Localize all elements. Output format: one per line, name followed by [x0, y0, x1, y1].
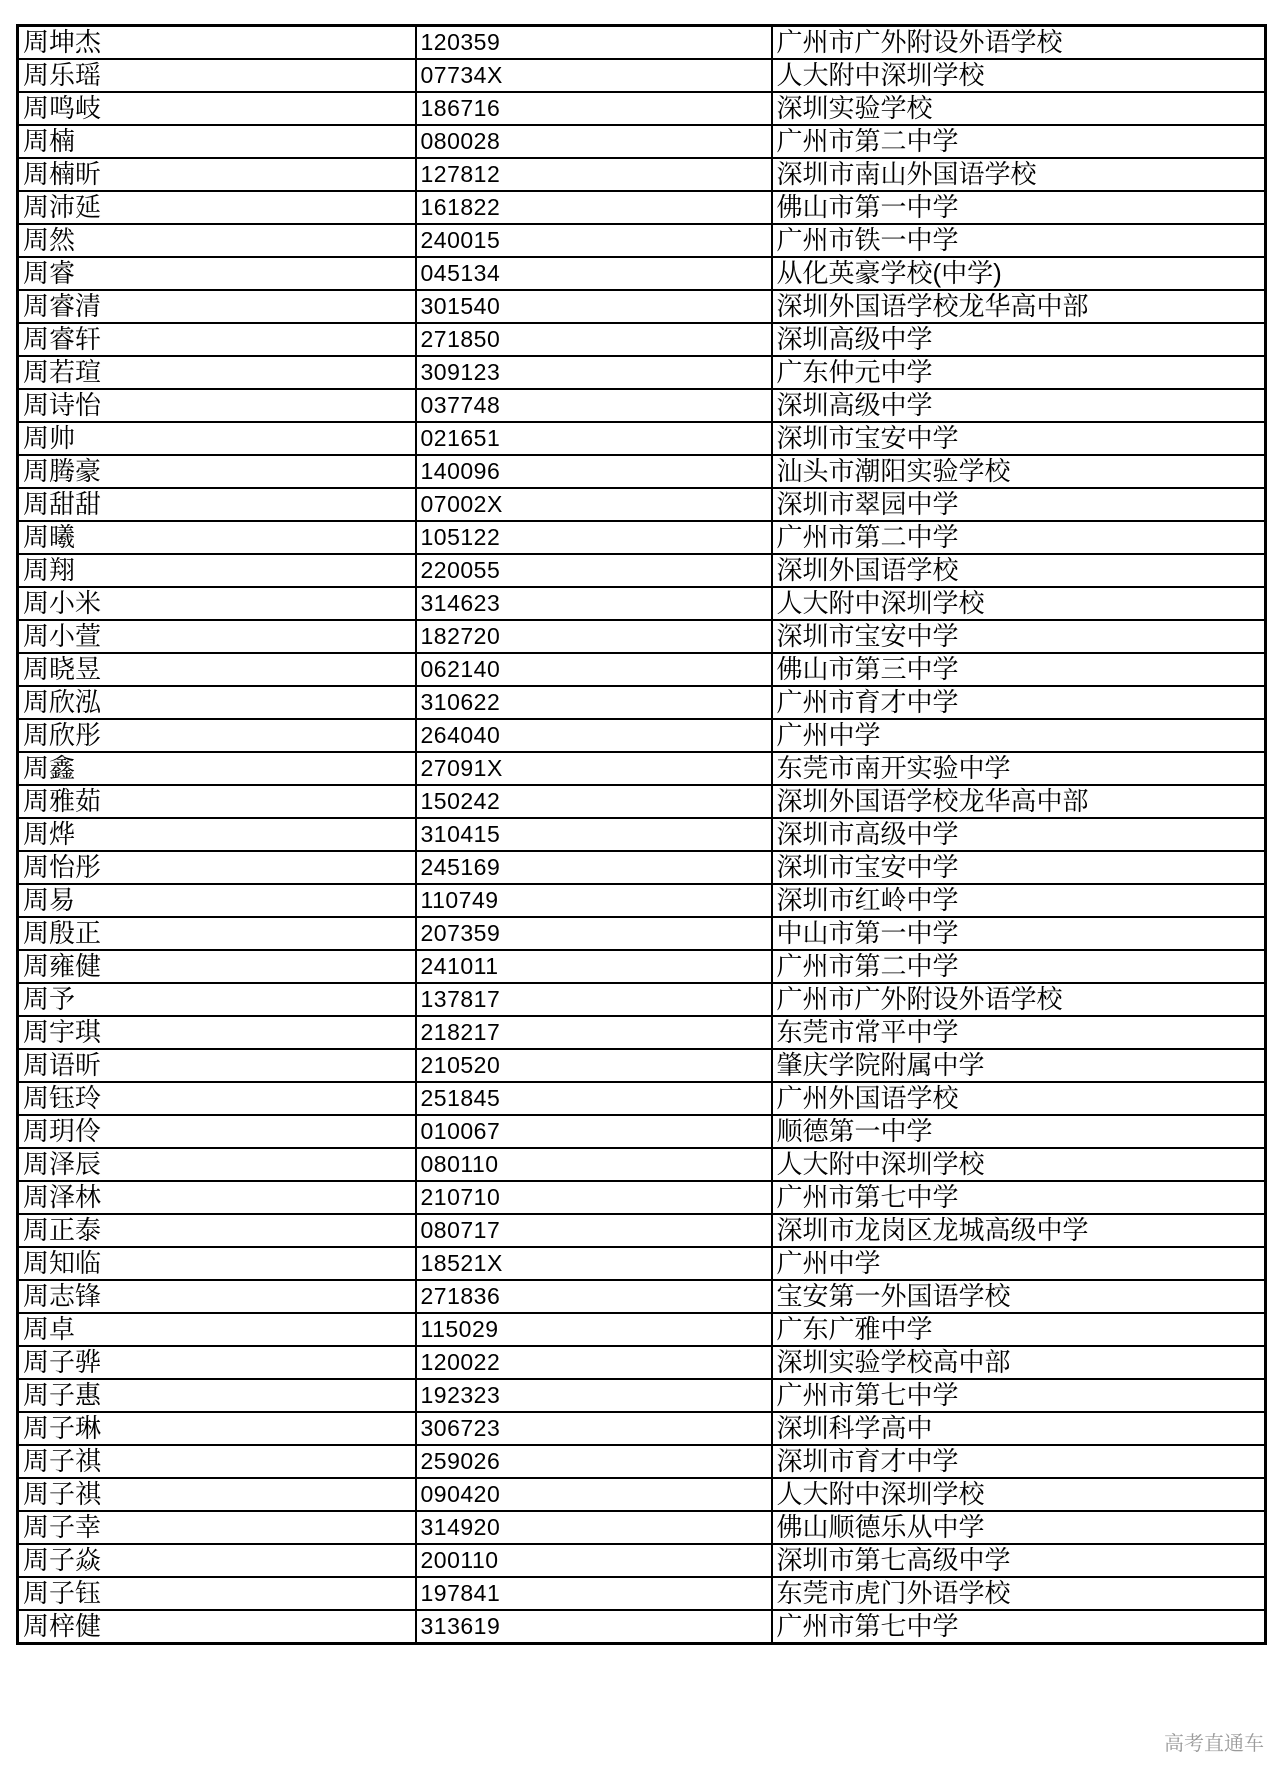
- student-name: 周泽辰: [18, 1148, 416, 1181]
- student-id: 200110: [416, 1544, 772, 1577]
- student-id: 210520: [416, 1049, 772, 1082]
- school-name: 人大附中深圳学校: [772, 1478, 1266, 1511]
- student-name: 周然: [18, 224, 416, 257]
- student-id: 186716: [416, 92, 772, 125]
- table-row: [18, 488, 1266, 521]
- student-id: 120359: [416, 26, 772, 60]
- student-name: 周志锋: [18, 1280, 416, 1313]
- student-id: 197841: [416, 1577, 772, 1610]
- roster-table: [16, 24, 1267, 1645]
- school-name: 广州市铁一中学: [772, 224, 1266, 257]
- student-name: 周钰玲: [18, 1082, 416, 1115]
- school-name: 广州市广外附设外语学校: [772, 26, 1266, 60]
- table-row: [18, 92, 1266, 125]
- student-name: 周宇琪: [18, 1016, 416, 1049]
- table-row: [18, 125, 1266, 158]
- student-id: 090420: [416, 1478, 772, 1511]
- student-id: 313619: [416, 1610, 772, 1644]
- student-id: 245169: [416, 851, 772, 884]
- student-name: 周乐瑶: [18, 59, 416, 92]
- student-name: 周殷正: [18, 917, 416, 950]
- table-row: [18, 752, 1266, 785]
- student-id: 271850: [416, 323, 772, 356]
- table-row: [18, 554, 1266, 587]
- table-row: [18, 257, 1266, 290]
- student-name: 周雍健: [18, 950, 416, 983]
- student-name: 周坤杰: [18, 26, 416, 60]
- table-row: [18, 686, 1266, 719]
- student-name: 周曦: [18, 521, 416, 554]
- student-name: 周楠昕: [18, 158, 416, 191]
- school-name: 广州市第二中学: [772, 521, 1266, 554]
- student-name: 周语昕: [18, 1049, 416, 1082]
- table-row: [18, 884, 1266, 917]
- student-name: 周泽林: [18, 1181, 416, 1214]
- school-name: 人大附中深圳学校: [772, 587, 1266, 620]
- student-id: 27091X: [416, 752, 772, 785]
- table-row: [18, 1016, 1266, 1049]
- school-name: 深圳市南山外国语学校: [772, 158, 1266, 191]
- school-name: 中山市第一中学: [772, 917, 1266, 950]
- table-row: [18, 389, 1266, 422]
- student-name: 周诗怡: [18, 389, 416, 422]
- school-name: 人大附中深圳学校: [772, 59, 1266, 92]
- student-name: 周玥伶: [18, 1115, 416, 1148]
- student-name: 周予: [18, 983, 416, 1016]
- school-name: 广州市第二中学: [772, 950, 1266, 983]
- school-name: 广州中学: [772, 1247, 1266, 1280]
- school-name: 广州市第七中学: [772, 1379, 1266, 1412]
- table-row: [18, 785, 1266, 818]
- student-name: 周子钰: [18, 1577, 416, 1610]
- student-id: 037748: [416, 389, 772, 422]
- school-name: 深圳市翠园中学: [772, 488, 1266, 521]
- table-row: [18, 455, 1266, 488]
- student-name: 周腾豪: [18, 455, 416, 488]
- school-name: 东莞市南开实验中学: [772, 752, 1266, 785]
- school-name: 深圳市宝安中学: [772, 620, 1266, 653]
- school-name: 宝安第一外国语学校: [772, 1280, 1266, 1313]
- school-name: 深圳市宝安中学: [772, 851, 1266, 884]
- table-row: [18, 719, 1266, 752]
- student-name: 周子祺: [18, 1445, 416, 1478]
- student-id: 07002X: [416, 488, 772, 521]
- school-name: 深圳市龙岗区龙城高级中学: [772, 1214, 1266, 1247]
- school-name: 深圳外国语学校: [772, 554, 1266, 587]
- student-id: 207359: [416, 917, 772, 950]
- school-name: 深圳高级中学: [772, 389, 1266, 422]
- school-name: 广东广雅中学: [772, 1313, 1266, 1346]
- student-name: 周子骅: [18, 1346, 416, 1379]
- student-id: 259026: [416, 1445, 772, 1478]
- school-name: 深圳实验学校高中部: [772, 1346, 1266, 1379]
- student-id: 306723: [416, 1412, 772, 1445]
- student-name: 周睿: [18, 257, 416, 290]
- student-id: 314920: [416, 1511, 772, 1544]
- table-row: [18, 356, 1266, 389]
- student-id: 045134: [416, 257, 772, 290]
- table-row: [18, 1445, 1266, 1478]
- school-name: 从化英豪学校(中学): [772, 257, 1266, 290]
- school-name: 广州市第二中学: [772, 125, 1266, 158]
- student-id: 309123: [416, 356, 772, 389]
- student-id: 161822: [416, 191, 772, 224]
- student-id: 210710: [416, 1181, 772, 1214]
- student-name: 周烨: [18, 818, 416, 851]
- roster-body: [18, 26, 1266, 1644]
- table-row: [18, 1544, 1266, 1577]
- table-row: [18, 587, 1266, 620]
- student-name: 周若瑄: [18, 356, 416, 389]
- student-name: 周欣彤: [18, 719, 416, 752]
- student-id: 314623: [416, 587, 772, 620]
- school-name: 肇庆学院附属中学: [772, 1049, 1266, 1082]
- table-row: [18, 1412, 1266, 1445]
- student-id: 062140: [416, 653, 772, 686]
- school-name: 东莞市常平中学: [772, 1016, 1266, 1049]
- table-row: [18, 59, 1266, 92]
- student-name: 周怡彤: [18, 851, 416, 884]
- table-row: [18, 917, 1266, 950]
- student-name: 周子焱: [18, 1544, 416, 1577]
- student-id: 192323: [416, 1379, 772, 1412]
- student-id: 080028: [416, 125, 772, 158]
- student-id: 120022: [416, 1346, 772, 1379]
- student-name: 周梓健: [18, 1610, 416, 1644]
- student-name: 周欣泓: [18, 686, 416, 719]
- school-name: 广州市第七中学: [772, 1181, 1266, 1214]
- student-id: 182720: [416, 620, 772, 653]
- school-name: 深圳市第七高级中学: [772, 1544, 1266, 1577]
- table-row: [18, 1511, 1266, 1544]
- student-id: 010067: [416, 1115, 772, 1148]
- table-row: [18, 1049, 1266, 1082]
- student-id: 310622: [416, 686, 772, 719]
- student-name: 周易: [18, 884, 416, 917]
- student-id: 150242: [416, 785, 772, 818]
- student-id: 310415: [416, 818, 772, 851]
- student-id: 110749: [416, 884, 772, 917]
- table-row: [18, 1280, 1266, 1313]
- school-name: 深圳市高级中学: [772, 818, 1266, 851]
- student-name: 周睿轩: [18, 323, 416, 356]
- table-row: [18, 290, 1266, 323]
- school-name: 深圳外国语学校龙华高中部: [772, 785, 1266, 818]
- student-id: 080110: [416, 1148, 772, 1181]
- student-name: 周子幸: [18, 1511, 416, 1544]
- student-id: 218217: [416, 1016, 772, 1049]
- school-name: 深圳市红岭中学: [772, 884, 1266, 917]
- school-name: 佛山市第一中学: [772, 191, 1266, 224]
- school-name: 深圳市宝安中学: [772, 422, 1266, 455]
- table-row: [18, 521, 1266, 554]
- school-name: 深圳外国语学校龙华高中部: [772, 290, 1266, 323]
- school-name: 汕头市潮阳实验学校: [772, 455, 1266, 488]
- student-id: 18521X: [416, 1247, 772, 1280]
- school-name: 深圳科学高中: [772, 1412, 1266, 1445]
- table-row: [18, 26, 1266, 60]
- school-name: 广州市第七中学: [772, 1610, 1266, 1644]
- school-name: 广州市广外附设外语学校: [772, 983, 1266, 1016]
- student-name: 周卓: [18, 1313, 416, 1346]
- table-row: [18, 1610, 1266, 1644]
- student-id: 301540: [416, 290, 772, 323]
- student-name: 周鑫: [18, 752, 416, 785]
- school-name: 深圳高级中学: [772, 323, 1266, 356]
- student-name: 周子祺: [18, 1478, 416, 1511]
- student-name: 周睿清: [18, 290, 416, 323]
- table-row: [18, 1577, 1266, 1610]
- student-id: 140096: [416, 455, 772, 488]
- table-row: [18, 158, 1266, 191]
- student-name: 周子惠: [18, 1379, 416, 1412]
- table-row: [18, 1082, 1266, 1115]
- student-name: 周翔: [18, 554, 416, 587]
- student-id: 105122: [416, 521, 772, 554]
- table-row: [18, 983, 1266, 1016]
- student-id: 264040: [416, 719, 772, 752]
- student-name: 周晓昱: [18, 653, 416, 686]
- student-id: 251845: [416, 1082, 772, 1115]
- table-row: [18, 1247, 1266, 1280]
- school-name: 广东仲元中学: [772, 356, 1266, 389]
- table-row: [18, 1148, 1266, 1181]
- student-name: 周子琳: [18, 1412, 416, 1445]
- student-name: 周鸣岐: [18, 92, 416, 125]
- student-id: 127812: [416, 158, 772, 191]
- table-row: [18, 620, 1266, 653]
- student-id: 115029: [416, 1313, 772, 1346]
- table-row: [18, 1346, 1266, 1379]
- school-name: 深圳实验学校: [772, 92, 1266, 125]
- student-id: 080717: [416, 1214, 772, 1247]
- student-id: 137817: [416, 983, 772, 1016]
- table-row: [18, 950, 1266, 983]
- school-name: 广州市育才中学: [772, 686, 1266, 719]
- table-row: [18, 224, 1266, 257]
- student-id: 07734X: [416, 59, 772, 92]
- student-name: 周正泰: [18, 1214, 416, 1247]
- student-name: 周楠: [18, 125, 416, 158]
- table-row: [18, 1181, 1266, 1214]
- table-row: [18, 1379, 1266, 1412]
- school-name: 广州外国语学校: [772, 1082, 1266, 1115]
- table-row: [18, 1313, 1266, 1346]
- school-name: 佛山顺德乐从中学: [772, 1511, 1266, 1544]
- school-name: 东莞市虎门外语学校: [772, 1577, 1266, 1610]
- school-name: 顺德第一中学: [772, 1115, 1266, 1148]
- student-id: 220055: [416, 554, 772, 587]
- table-row: [18, 323, 1266, 356]
- student-name: 周沛延: [18, 191, 416, 224]
- student-name: 周雅茹: [18, 785, 416, 818]
- student-id: 021651: [416, 422, 772, 455]
- student-id: 241011: [416, 950, 772, 983]
- school-name: 人大附中深圳学校: [772, 1148, 1266, 1181]
- school-name: 广州中学: [772, 719, 1266, 752]
- table-row: [18, 191, 1266, 224]
- table-row: [18, 653, 1266, 686]
- table-row: [18, 1115, 1266, 1148]
- table-row: [18, 1214, 1266, 1247]
- table-row: [18, 1478, 1266, 1511]
- table-row: [18, 851, 1266, 884]
- table-row: [18, 818, 1266, 851]
- school-name: 佛山市第三中学: [772, 653, 1266, 686]
- student-name: 周小萱: [18, 620, 416, 653]
- school-name: 深圳市育才中学: [772, 1445, 1266, 1478]
- student-name: 周帅: [18, 422, 416, 455]
- table-row: [18, 422, 1266, 455]
- watermark-text: 高考直通车: [1164, 1731, 1264, 1755]
- student-id: 240015: [416, 224, 772, 257]
- student-name: 周小米: [18, 587, 416, 620]
- student-name: 周甜甜: [18, 488, 416, 521]
- student-id: 271836: [416, 1280, 772, 1313]
- student-name: 周知临: [18, 1247, 416, 1280]
